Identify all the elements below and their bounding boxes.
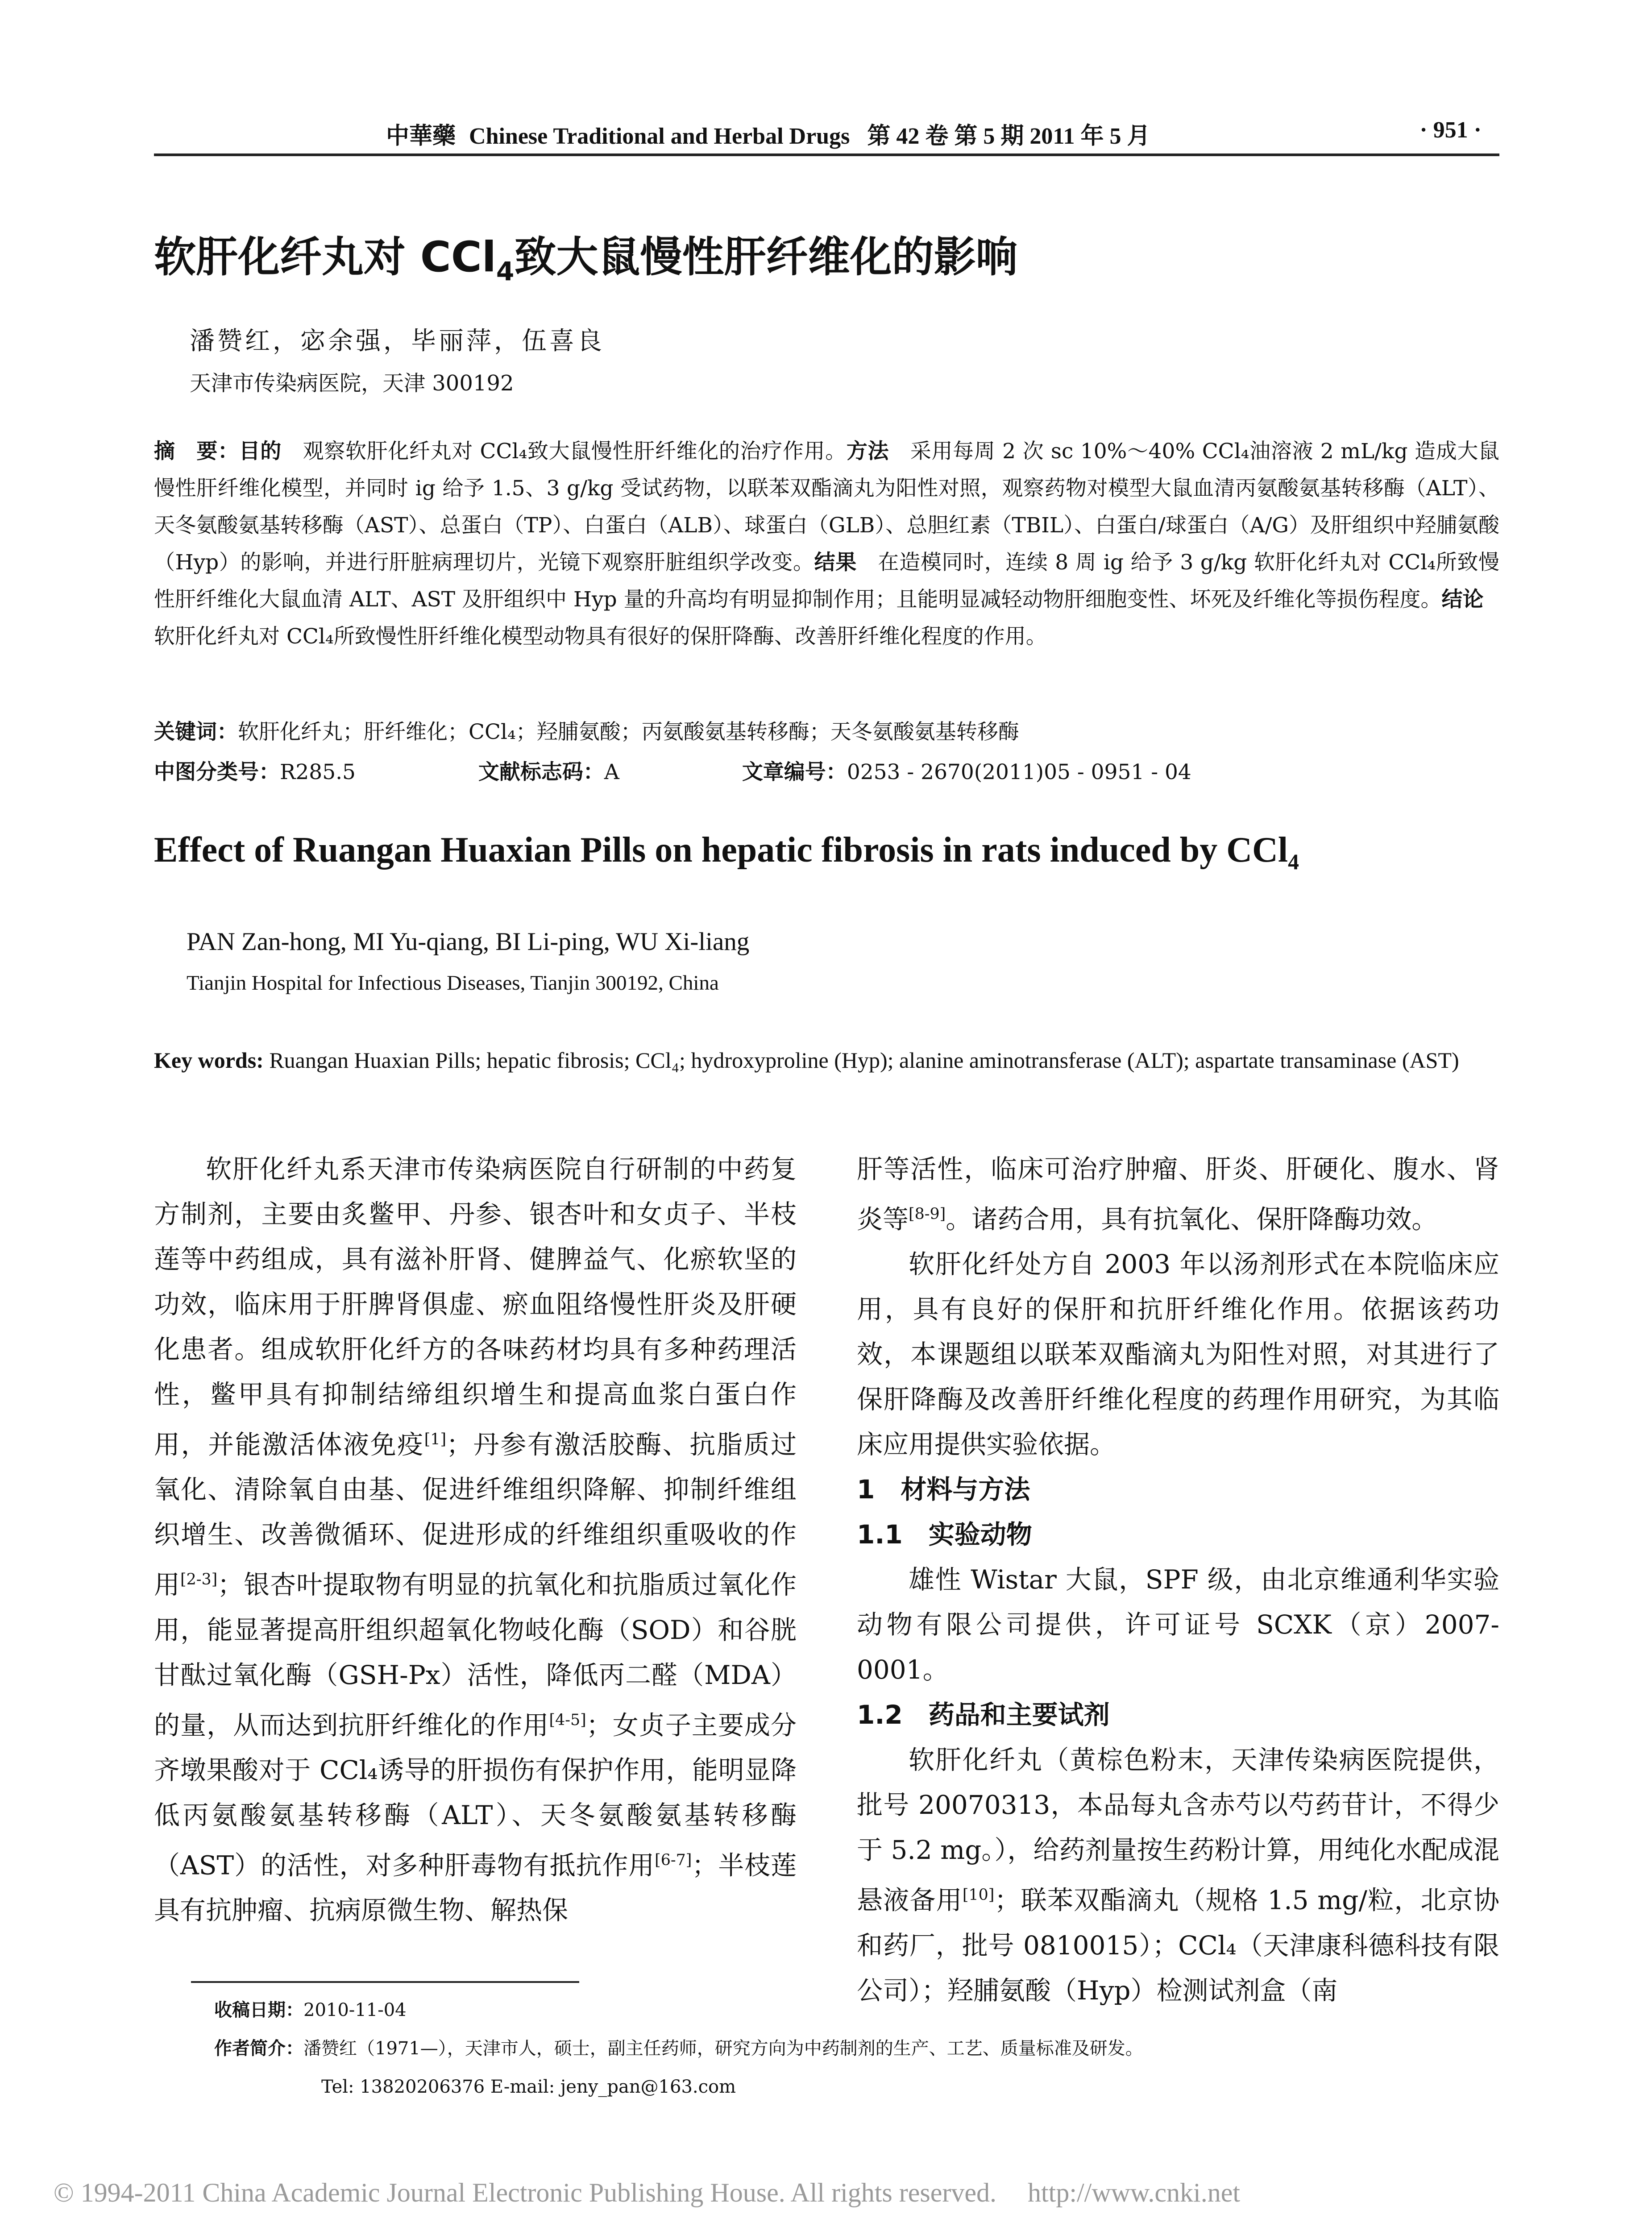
citation: [8-9] [909, 1205, 946, 1223]
cnki-link[interactable]: http://www.cnki.net [1027, 2178, 1241, 2207]
running-header [154, 117, 1499, 156]
author-contact: Tel: 13820206376 E-mail: jeny_pan@163.com [321, 2077, 736, 2097]
paragraph: 雄性 Wistar 大鼠，SPF 级，由北京维通利华实验动物有限公司提供，许可证号 SCXK（京）2007-0001。 [857, 1564, 1499, 1685]
received-date: 收稿日期：2010-11-04 [214, 2000, 407, 2020]
section-heading: 1 材料与方法 [857, 1474, 1030, 1505]
title-english: Effect of Ruangan Huaxian Pills on hepatic fibrosis in rats induced by CCl$_4$ [154, 830, 1299, 874]
keywords-english: Key words: Ruangan Huaxian Pills; hepatic fibrosis; CCl₄; hydroxyproline (Hyp); alanine aminotransferase (ALT); aspartate transaminase (AST) [154, 1048, 1459, 1073]
article-number: 文章编号：0253 - 2670(2011)05 - 0951 - 04 [742, 760, 1191, 784]
keywords-chinese: 关键词：软肝化纤丸；肝纤维化；CCl₄；羟脯氨酸；丙氨酸氨基转移酶；天冬氨酸氨基转移酶 [154, 720, 1019, 744]
document-code: 文献标志码：A [478, 760, 619, 784]
clc-number: 中图分类号：R285.5 [154, 760, 356, 784]
paragraph: 肝等活性，临床可治疗肿瘤、肝炎、肝硬化、腹水、肾炎等[8-9]。诸药合用，具有抗氧化、保肝降酶功效。 [857, 1154, 1499, 1235]
footnotes [214, 1991, 1143, 2106]
copyright-watermark: © 1994-2011 China Academic Journal Electronic Publishing House. All rights reserved. http://www.cnki.net [54, 2178, 1241, 2207]
citation: [1] [424, 1431, 447, 1448]
title-chinese: 软肝化纤丸对 CCl$_4$致大鼠慢性肝纤维化的影响 [154, 233, 1018, 286]
body-column-right [857, 1147, 1499, 2013]
authors-chinese: 潘赞红，宓余强，毕丽萍，伍喜良 [190, 327, 605, 356]
footnote-divider [191, 1981, 579, 1983]
citation: [4-5] [549, 1711, 586, 1729]
paragraph: 软肝化纤丸（黄棕色粉末，天津传染病医院提供，批号 20070313，本品每丸含赤芍以芍药苷计，不得少于 5.2 mg。），给药剂量按生药粉计算，用纯化水配成混悬液备用[10]；联苯双酯滴丸（规格 1.5 mg/粒，北京协和药厂，批号 0810015）；CCl₄（天津康科德科技有限公司）；羟脯氨酸（Hyp）检测试剂盒（南 [857, 1745, 1499, 2006]
citation: [10] [962, 1886, 995, 1904]
body-column-left [154, 1147, 797, 1933]
affiliation-english: Tianjin Hospital for Infectious Diseases, Tianjin 300192, China [187, 971, 719, 995]
paragraph: 软肝化纤处方自 2003 年以汤剂形式在本院临床应用，具有良好的保肝和抗肝纤维化作用。依据该药功效，本课题组以联苯双酯滴丸为阳性对照，对其进行了保肝降酶及改善肝纤维化程度的药理作用研究，为其临床应用提供实验依据。 [857, 1249, 1499, 1460]
subsection-heading: 1.1 实验动物 [857, 1519, 1032, 1550]
page-number: · 951 · [1420, 117, 1482, 143]
subsection-heading: 1.2 药品和主要试剂 [857, 1700, 1110, 1730]
journal-name [386, 117, 1150, 150]
citation: [6-7] [655, 1851, 692, 1869]
abstract-chinese: 摘 要：目的 观察软肝化纤丸对 CCl₄致大鼠慢性肝纤维化的治疗作用。方法 采用每周 2 次 sc 10%～40% CCl₄油溶液 2 mL/kg 造成大鼠慢性肝纤维化模型，并同时 ig 给予 1.5、3 g/kg 受试药物，以联苯双酯滴丸为阳性对照，观察药物对模型大鼠血清丙氨酸氨基转移酶（ALT）、天冬氨酸氨基转移酶（AST）、总蛋白（TP）、白蛋白（ALB）、球蛋白（GLB）、总胆红素（TBIL）、白蛋白/球蛋白（A/G）及肝组织中羟脯氨酸（Hyp）的影响，并进行肝脏病理切片，光镜下观察肝脏组织学改变。结果 在造模同时，连续 8 周 ig 给予 3 g/kg 软肝化纤丸对 CCl₄所致慢性肝纤维化大鼠血清 ALT、AST 及肝组织中 Hyp 量的升高均有明显抑制作用；且能明显减轻动物肝细胞变性、坏死及纤维化等损伤程度。结论 软肝化纤丸对 CCl₄所致慢性肝纤维化模型动物具有很好的保肝降酶、改善肝纤维化程度的作用。 [154, 439, 1505, 649]
paragraph: 软肝化纤丸系天津市传染病医院自行研制的中药复方制剂，主要由炙鳖甲、丹参、银杏叶和女贞子、半枝莲等中药组成，具有滋补肝肾、健脾益气、化瘀软坚的功效，临床用于肝脾肾俱虚、瘀血阻络慢性肝炎及肝硬化患者。组成软肝化纤方的各味药材均具有多种药理活性，鳖甲具有抑制结缔组织增生和提高血浆白蛋白作用，并能激活体液免疫[1]；丹参有激活胶酶、抗脂质过氧化、清除氧自由基、促进纤维组织降解、抑制纤维组织增生、改善微循环、促进形成的纤维组织重吸收的作用[2-3]；银杏叶提取物有明显的抗氧化和抗脂质过氧化作用，能显著提高肝组织超氧化物岐化酶（SOD）和谷胱甘酞过氧化酶（GSH-Px）活性，降低丙二醛（MDA）的量，从而达到抗肝纤维化的作用[4-5]；女贞子主要成分齐墩果酸对于 CCl₄诱导的肝损伤有保护作用，能明显降低丙氨酸氨基转移酶（ALT）、天冬氨酸氨基转移酶（AST）的活性，对多种肝毒物有抵抗作用[6-7]；半枝莲具有抗肿瘤、抗病原微生物、解热保 [154, 1154, 797, 1926]
authors-english: PAN Zan-hong, MI Yu-qiang, BI Li-ping, WU Xi-liang [187, 928, 750, 956]
author-bio: 作者简介：潘赞红（1971—），天津市人，硕士，副主任药师，研究方向为中药制剂的生产、工艺、质量标准及研发。 [214, 2038, 1143, 2059]
citation: [2-3] [180, 1571, 218, 1589]
classification-line [154, 755, 1499, 785]
journal-title: Chinese Traditional and Herbal Drugs [469, 124, 850, 149]
journal-logo: 中華藥 [386, 122, 456, 149]
journal-issue: 第 42 卷 第 5 期 2011 年 5 月 [867, 124, 1150, 149]
affiliation-chinese: 天津市传染病医院，天津 300192 [190, 371, 514, 396]
